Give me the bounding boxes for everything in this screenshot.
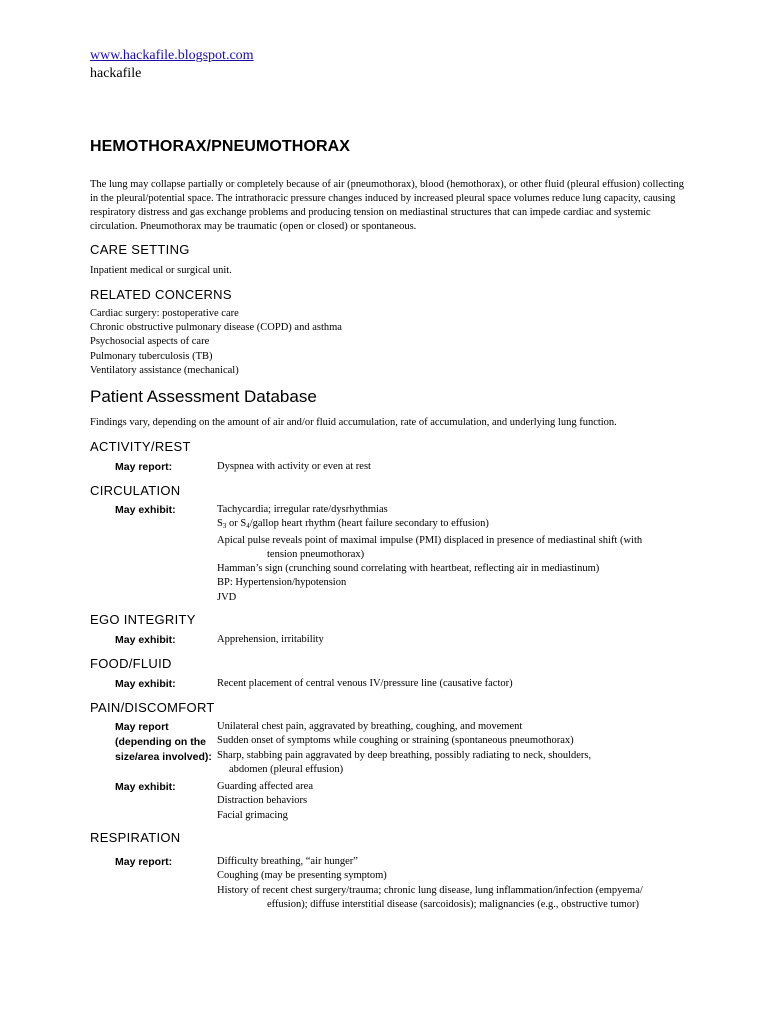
respiration-label: May report: (115, 856, 173, 868)
food-heading: FOOD/FLUID (90, 656, 172, 671)
related-concerns-heading: RELATED CONCERNS (90, 287, 232, 302)
care-setting-text: Inpatient medical or surgical unit. (90, 265, 232, 276)
food-text: Recent placement of central venous IV/pressure line (causative factor) (217, 678, 513, 689)
finding-line: Unilateral chest pain, aggravated by breathing, coughing, and movement (217, 721, 523, 732)
site-link[interactable]: www.hackafile.blogspot.com (90, 48, 254, 63)
document-title: HEMOTHORAX/PNEUMOTHORAX (90, 138, 351, 155)
circulation-findings (217, 503, 687, 605)
finding-line: Distraction behaviors (217, 795, 308, 807)
pain-exhibit-label: May exhibit: (115, 781, 176, 793)
finding-line-cont: effusion); diffuse interstitial disease (sarcoidosis); malignancies (e.g., obstructive tumor) (267, 898, 639, 910)
respiration-heading: RESPIRATION (90, 830, 181, 845)
pain-report-findings (217, 720, 687, 777)
activity-label: May report: (115, 461, 173, 473)
finding-line: Tachycardia; irregular rate/dysrhythmias (217, 504, 388, 515)
food-label: May exhibit: (115, 678, 176, 690)
finding-line: $S_3$ or $S_4$/gallop heart rhythm (heart failure secondary to effusion) (217, 518, 489, 531)
intro-paragraph: The lung may collapse partially or completely because of air (pneumothorax), blood (hemothorax), or other fluid (pleural effusion) collecting in the pleural/potential space. The intrathoracic pressure changes induced by increased pleural space volumes reduce lung capacity, causing respiratory distress and gas exchange problems and producing tension on mediastinal structures that can impede cardiac and systemic circulation. Pneumothorax may be traumatic (open or closed) or spontaneous. (90, 179, 685, 232)
database-intro: Findings vary, depending on the amount of air and/or fluid accumulation, rate of accumulation, and underlying lung function. (90, 417, 617, 428)
care-setting-heading: CARE SETTING (90, 242, 190, 257)
finding-line: JVD (217, 591, 237, 603)
list-item: Pulmonary tuberculosis (TB) (90, 350, 213, 362)
respiration-findings (217, 855, 687, 912)
finding-line-cont: abdomen (pleural effusion) (229, 763, 344, 775)
finding-line: Hamman’s sign (crunching sound correlating with heartbeat, reflecting air in mediastinum) (217, 563, 600, 575)
finding-line: Sharp, stabbing pain aggravated by deep breathing, possibly radiating to neck, shoulders, (217, 749, 592, 761)
finding-line: BP: Hypertension/hypotension (217, 577, 347, 589)
ego-heading: EGO INTEGRITY (90, 612, 196, 627)
finding-line: Difficulty breathing, “air hunger” (217, 856, 358, 867)
finding-line-cont: tension pneumothorax) (267, 548, 365, 560)
finding-line: Facial grimacing (217, 809, 288, 821)
finding-line: Apical pulse reveals point of maximal impulse (PMI) displaced in presence of mediastinal shift (with (217, 534, 643, 546)
activity-heading: ACTIVITY/REST (90, 439, 191, 454)
list-item: Ventilatory assistance (mechanical) (90, 364, 239, 376)
ego-text: Apprehension, irritability (217, 634, 324, 645)
database-heading: Patient Assessment Database (90, 387, 317, 406)
pain-exhibit-findings (217, 780, 687, 823)
finding-line: Guarding affected area (217, 781, 313, 792)
pain-report-label: May report (depending on the size/area involved): (115, 721, 212, 763)
ego-label: May exhibit: (115, 634, 176, 646)
list-item: Psychosocial aspects of care (90, 336, 210, 348)
related-concerns-list (90, 307, 342, 378)
finding-line: Coughing (may be presenting symptom) (217, 870, 387, 882)
circulation-label: May exhibit: (115, 504, 176, 516)
pain-heading: PAIN/DISCOMFORT (90, 700, 215, 715)
site-name: hackafile (90, 66, 142, 81)
circulation-heading: CIRCULATION (90, 483, 181, 498)
finding-line: History of recent chest surgery/trauma; chronic lung disease, lung inflammation/infection (empyema/ (217, 884, 643, 896)
list-item: Chronic obstructive pulmonary disease (COPD) and asthma (90, 322, 342, 334)
list-item: Cardiac surgery: postoperative care (90, 308, 239, 319)
activity-text: Dyspnea with activity or even at rest (217, 461, 371, 472)
finding-line: Sudden onset of symptoms while coughing or straining (spontaneous pneumothorax) (217, 735, 574, 747)
